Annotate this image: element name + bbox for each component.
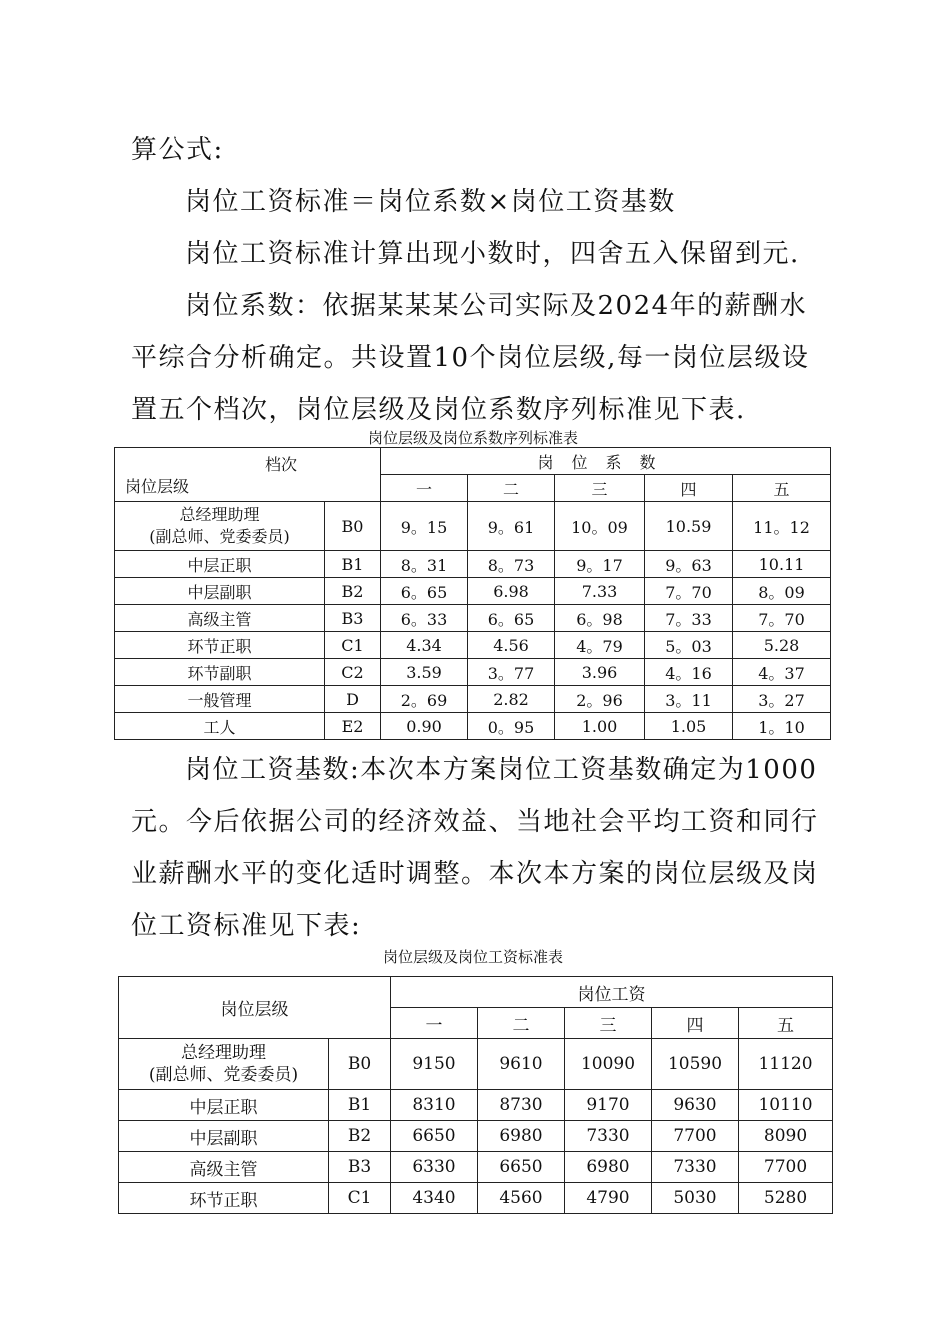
table2-level-header: 岗位层级 [119,977,391,1039]
salary-cell: 6980 [478,1121,565,1152]
salary-cell: 9150 [391,1039,478,1090]
coefficient-cell: 8。73 [468,551,555,578]
salary-cell: 9630 [652,1090,739,1121]
position-level-code: B3 [325,605,381,632]
salary-cell: 9610 [478,1039,565,1090]
coefficient-cell: 6。33 [381,605,468,632]
salary-cell: 7700 [739,1152,833,1183]
table1-corner-top: 档次 [265,455,298,474]
table-row [115,578,831,605]
salary-cell: 6330 [391,1152,478,1183]
salary-cell: 4790 [565,1183,652,1214]
coefficient-cell: 9。17 [555,551,645,578]
position-level-name [119,1039,329,1090]
paragraph-formula: 岗位工资标准＝岗位系数×岗位工资基数 [185,187,676,217]
position-level-name: 中层正职 [119,1090,329,1121]
salary-cell: 8090 [739,1121,833,1152]
coefficient-cell: 7。70 [733,605,831,632]
salary-cell: 10590 [652,1039,739,1090]
table1-corner-header [115,448,381,502]
position-level-name: 一般管理 [115,686,325,713]
position-level-name: 中层副职 [115,578,325,605]
table2-grade-header: 二 [478,1008,565,1039]
coefficient-cell: 4.56 [468,632,555,659]
table1-corner-bottom: 岗位层级 [125,477,190,496]
coefficient-cell: 6.98 [468,578,555,605]
position-level-code: B3 [329,1152,391,1183]
salary-cell: 10110 [739,1090,833,1121]
coefficient-table [114,447,831,740]
coefficient-cell: 4.34 [381,632,468,659]
salary-cell: 5030 [652,1183,739,1214]
table2-caption: 岗位层级及岗位工资标准表 [382,948,563,966]
position-level-note: (副总师、党委委员) [148,1065,299,1085]
position-level-title: 总经理助理 [181,1043,266,1063]
coefficient-cell: 1。10 [733,713,831,740]
coefficient-cell: 9。15 [381,502,468,551]
coefficient-cell: 10。09 [555,502,645,551]
paragraph-formula-intro: 算公式: [131,135,224,165]
salary-cell: 11120 [739,1039,833,1090]
position-level-code: B2 [325,578,381,605]
position-level-code: B1 [329,1090,391,1121]
coefficient-cell: 3.96 [555,659,645,686]
coefficient-cell: 4。79 [555,632,645,659]
table2-grade-header: 五 [739,1008,833,1039]
table-row [115,502,831,551]
coefficient-cell: 11。12 [733,502,831,551]
position-level-code: E2 [325,713,381,740]
table2-group-header: 岗位工资 [391,977,833,1008]
coefficient-cell: 9。63 [645,551,733,578]
salary-table [118,976,833,1214]
table2-grade-header: 一 [391,1008,478,1039]
table-row [115,551,831,578]
table-row [119,1152,833,1183]
salary-cell: 6650 [391,1121,478,1152]
table-row [115,605,831,632]
coefficient-cell: 8。31 [381,551,468,578]
table1-caption: 岗位层级及岗位系数序列标准表 [367,429,578,447]
salary-cell: 7330 [565,1121,652,1152]
coefficient-cell: 10.11 [733,551,831,578]
salary-cell: 6980 [565,1152,652,1183]
salary-cell: 9170 [565,1090,652,1121]
position-level-code: B0 [329,1039,391,1090]
coefficient-cell: 5.28 [733,632,831,659]
table-row [119,1183,833,1214]
coefficient-cell: 9。61 [468,502,555,551]
coefficient-cell: 7。33 [645,605,733,632]
position-level-title: 总经理助理 [179,505,260,524]
coefficient-cell: 3.59 [381,659,468,686]
table1-group-header: 岗位系数 [381,448,831,475]
table1-grade-header: 二 [468,475,555,502]
position-level-name: 高级主管 [115,605,325,632]
position-level-code: B2 [329,1121,391,1152]
table2-grade-header: 三 [565,1008,652,1039]
salary-cell: 7330 [652,1152,739,1183]
coefficient-cell: 8。09 [733,578,831,605]
table-row [115,686,831,713]
salary-cell: 5280 [739,1183,833,1214]
position-level-code: C1 [329,1183,391,1214]
table1-grade-header: 三 [555,475,645,502]
salary-cell: 8310 [391,1090,478,1121]
position-level-name: 工人 [115,713,325,740]
table2-grade-header: 四 [652,1008,739,1039]
coefficient-cell: 2。69 [381,686,468,713]
table1-grade-header: 一 [381,475,468,502]
paragraph-base-salary: 岗位工资基数:本次本方案岗位工资基数确定为1000元。今后依据公司的经济效益、当地社会平均工资和同行业薪酬水平的变化适时调整。本次本方案的岗位层级及岗位工资标准见下表: [131,755,819,941]
salary-cell: 4560 [478,1183,565,1214]
coefficient-cell: 0。95 [468,713,555,740]
table1-grade-header: 四 [645,475,733,502]
table-row [119,1121,833,1152]
table-row [115,713,831,740]
coefficient-cell: 2。96 [555,686,645,713]
coefficient-cell: 3。11 [645,686,733,713]
table1-grade-header: 五 [733,475,831,502]
position-level-code: C1 [325,632,381,659]
coefficient-cell: 4。16 [645,659,733,686]
coefficient-cell: 1.05 [645,713,733,740]
position-level-name [115,502,325,551]
position-level-name: 中层副职 [119,1121,329,1152]
coefficient-cell: 2.82 [468,686,555,713]
position-level-code: B0 [325,502,381,551]
salary-cell: 6650 [478,1152,565,1183]
position-level-name: 环节正职 [115,632,325,659]
position-level-code: C2 [325,659,381,686]
coefficient-cell: 7.33 [555,578,645,605]
position-level-name: 环节副职 [115,659,325,686]
coefficient-cell: 6。98 [555,605,645,632]
paragraph-coefficient: 岗位系数：依据某某某公司实际及2024年的薪酬水平综合分析确定。共设置10个岗位层级,每一岗位层级设置五个档次，岗位层级及岗位系数序列标准见下表. [131,291,810,425]
table-row [115,659,831,686]
coefficient-cell: 5。03 [645,632,733,659]
table-row [119,1090,833,1121]
coefficient-cell: 1.00 [555,713,645,740]
position-level-name: 中层正职 [115,551,325,578]
salary-cell: 8730 [478,1090,565,1121]
salary-cell: 10090 [565,1039,652,1090]
table-row [119,1039,833,1090]
coefficient-cell: 4。37 [733,659,831,686]
coefficient-cell: 0.90 [381,713,468,740]
position-level-name: 高级主管 [119,1152,329,1183]
position-level-note: (副总师、党委委员) [149,527,290,546]
coefficient-cell: 3。77 [468,659,555,686]
coefficient-cell: 7。70 [645,578,733,605]
salary-cell: 4340 [391,1183,478,1214]
position-level-code: B1 [325,551,381,578]
table-row [115,632,831,659]
coefficient-cell: 3。27 [733,686,831,713]
paragraph-rounding: 岗位工资标准计算出现小数时，四舍五入保留到元. [185,239,800,269]
position-level-code: D [325,686,381,713]
salary-cell: 7700 [652,1121,739,1152]
coefficient-cell: 6。65 [381,578,468,605]
coefficient-cell: 6。65 [468,605,555,632]
position-level-name: 环节正职 [119,1183,329,1214]
coefficient-cell: 10.59 [645,502,733,551]
